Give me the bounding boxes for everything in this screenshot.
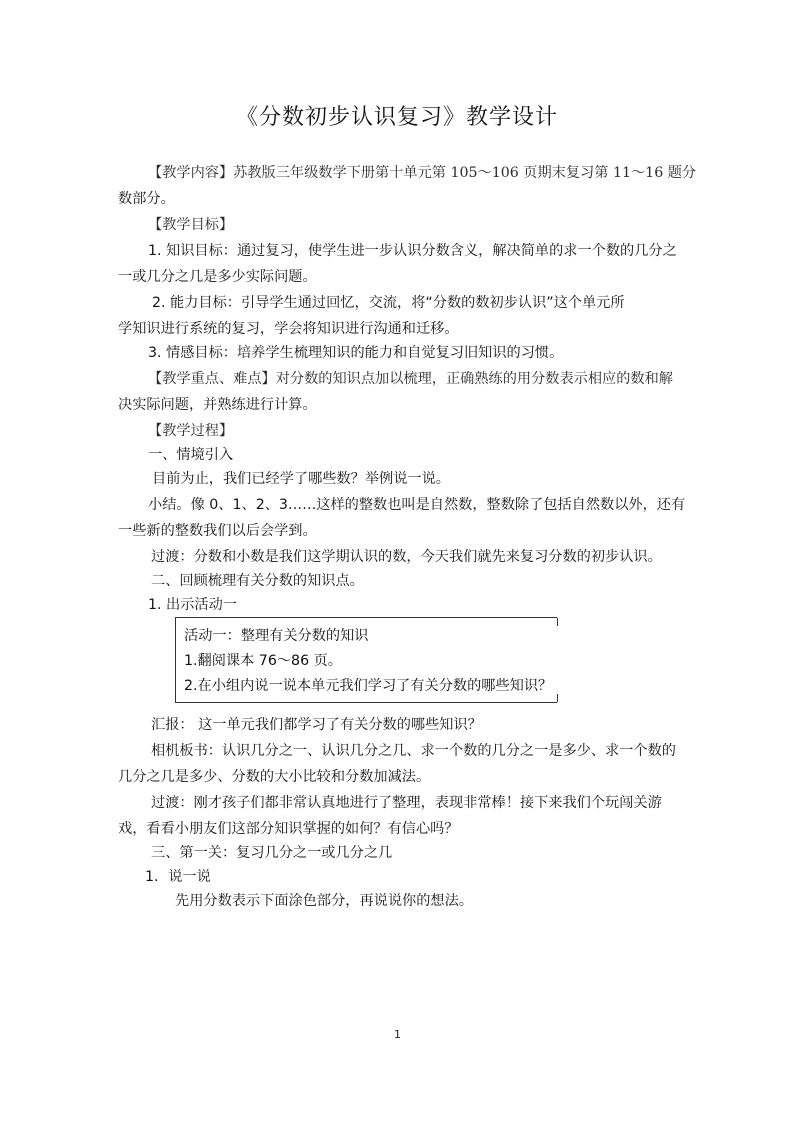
transition-2-line-2: 戏，看看小朋友们这部分知识掌握的如何？有信心吗？: [118, 821, 459, 837]
summary-line-1: 小结。像 0、1、2、3……这样的整数也叫是自然数，整数除了包括自然数以外，还有: [148, 497, 686, 513]
document-title: 《分数初步认识复习》教学设计: [235, 105, 558, 130]
key-points-line-2: 决实际问题，并熟练进行计算。: [118, 397, 317, 413]
box-border-fragment: [557, 618, 558, 626]
say-step: 1．说一说: [145, 869, 211, 885]
teaching-content-line-1: 【教学内容】苏教版三年级数学下册第十单元第 105～106 页期末复习第 11～16 题分: [148, 165, 697, 181]
transition-1: 过渡：分数和小数是我们这学期认识的数，今天我们就先来复习分数的初步认识。: [151, 549, 662, 565]
section-2-heading: 二、回顾梳理有关分数的知识点。: [151, 573, 364, 589]
board-line-1: 相机板书：认识几分之一、认识几分之几、求一个数的几分之一是多少、求一个数的: [151, 743, 676, 759]
goal-ability-line-2: 学知识进行系统的复习，学会将知识进行沟通和迁移。: [118, 321, 459, 337]
activity-title: 活动一：整理有关分数的知识: [184, 628, 369, 644]
step-1: 1. 出示活动一: [148, 597, 237, 613]
activity-box: [175, 617, 557, 703]
report-line: 汇报： 这一单元我们都学习了有关分数的哪些知识？: [151, 717, 482, 733]
page-number: 1: [394, 1028, 401, 1041]
activity-item-2: 2.在小组内说一说本单元我们学习了有关分数的哪些知识？: [184, 678, 553, 694]
teaching-content-line-2: 数部分。: [118, 191, 175, 207]
goals-heading: 【教学目标】: [148, 217, 234, 233]
section-1-heading: 一、情境引入: [148, 447, 234, 463]
process-heading: 【教学过程】: [148, 423, 234, 439]
activity-item-1: 1.翻阅课本 76～86 页。: [184, 653, 342, 669]
goal-knowledge-line-1: 1. 知识目标：通过复习，使学生进一步认识分数含义，解决简单的求一个数的几分之: [148, 243, 677, 259]
summary-line-2: 一些新的整数我们以后会学到。: [118, 523, 317, 539]
question-line: 目前为止，我们已经学了哪些数？举例说一说。: [152, 471, 450, 487]
instruction-line: 先用分数表示下面涂色部分，再说说你的想法。: [175, 893, 473, 909]
section-3-heading: 三、第一关：复习几分之一或几分之几: [151, 845, 393, 861]
goal-ability-line-1: 2. 能力目标：引导学生通过回忆，交流，将“分数的数初步认识”这个单元所: [152, 295, 625, 311]
transition-2-line-1: 过渡：刚才孩子们都非常认真地进行了整理，表现非常棒！接下来我们个玩闯关游: [151, 795, 662, 811]
key-points-line-1: 【教学重点、难点】对分数的知识点加以梳理，正确熟练的用分数表示相应的数和解: [148, 371, 673, 387]
goal-emotion-line: 3. 情感目标：培养学生梳理知识的能力和自觉复习旧知识的习惯。: [148, 345, 564, 361]
goal-knowledge-line-2: 一或几分之几是多少实际问题。: [118, 269, 317, 285]
box-border-fragment: [557, 694, 558, 702]
board-line-2: 几分之几是多少、分数的大小比较和分数加减法。: [118, 769, 431, 785]
